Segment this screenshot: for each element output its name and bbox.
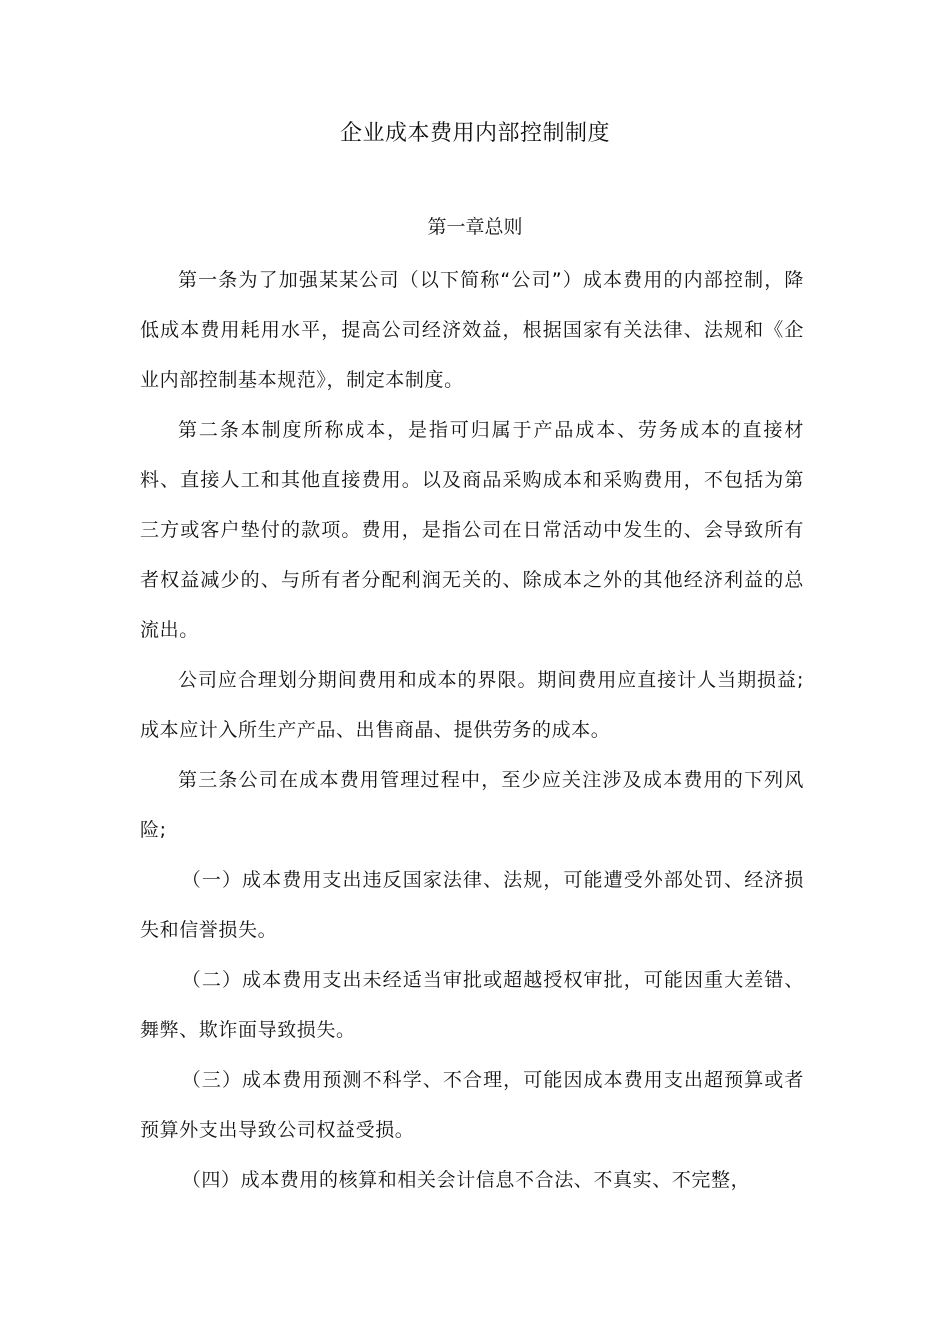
article-1-paragraph: 第一条为了加强某某公司（以下简称“公司”）成本费用的内部控制，降低成本费用耗用水平，提高公司经济效益，根据国家有关法律、法规和《企业内部控制基本规范》，制定本制度。 <box>140 269 804 391</box>
article-3-paragraph: 第三条公司在成本费用管理过程中，至少应关注涉及成本费用的下列风险; <box>140 769 804 841</box>
article-2-paragraph: 第二条本制度所称成本，是指可归属于产品成本、劳务成本的直接材料、直接人工和其他直接费用。以及商品采购成本和采购费用，不包括为第三方或客户垫付的款项。费用，是指公司在日常活动中发生的、会导致所有者权益减少的、与所有者分配利润无关的、除成本之外的其他经济利益的总流出。 <box>140 419 804 641</box>
chapter-heading: 第一章总则 <box>427 216 523 238</box>
risk-item-2: （二）成本费用支出未经适当审批或超越授权审批，可能因重大差错、舞弊、欺诈面导致损失。 <box>140 969 804 1041</box>
risk-item-3: （三）成本费用预测不科学、不合理，可能因成本费用支出超预算或者预算外支出导致公司权益受损。 <box>140 1069 804 1141</box>
risk-item-4: （四）成本费用的核算和相关会计信息不合法、不真实、不完整， <box>181 1169 751 1191</box>
risk-item-1: （一）成本费用支出违反国家法律、法规，可能遭受外部处罚、经济损失和信誉损失。 <box>140 869 804 941</box>
document-body <box>140 255 804 1205</box>
document-title: 企业成本费用内部控制制度 <box>339 121 610 146</box>
cost-boundary-paragraph: 公司应合理划分期间费用和成本的界限。期间费用应直接计人当期损益;成本应计入所生产产品、出售商晶、提供劳务的成本。 <box>140 669 804 741</box>
